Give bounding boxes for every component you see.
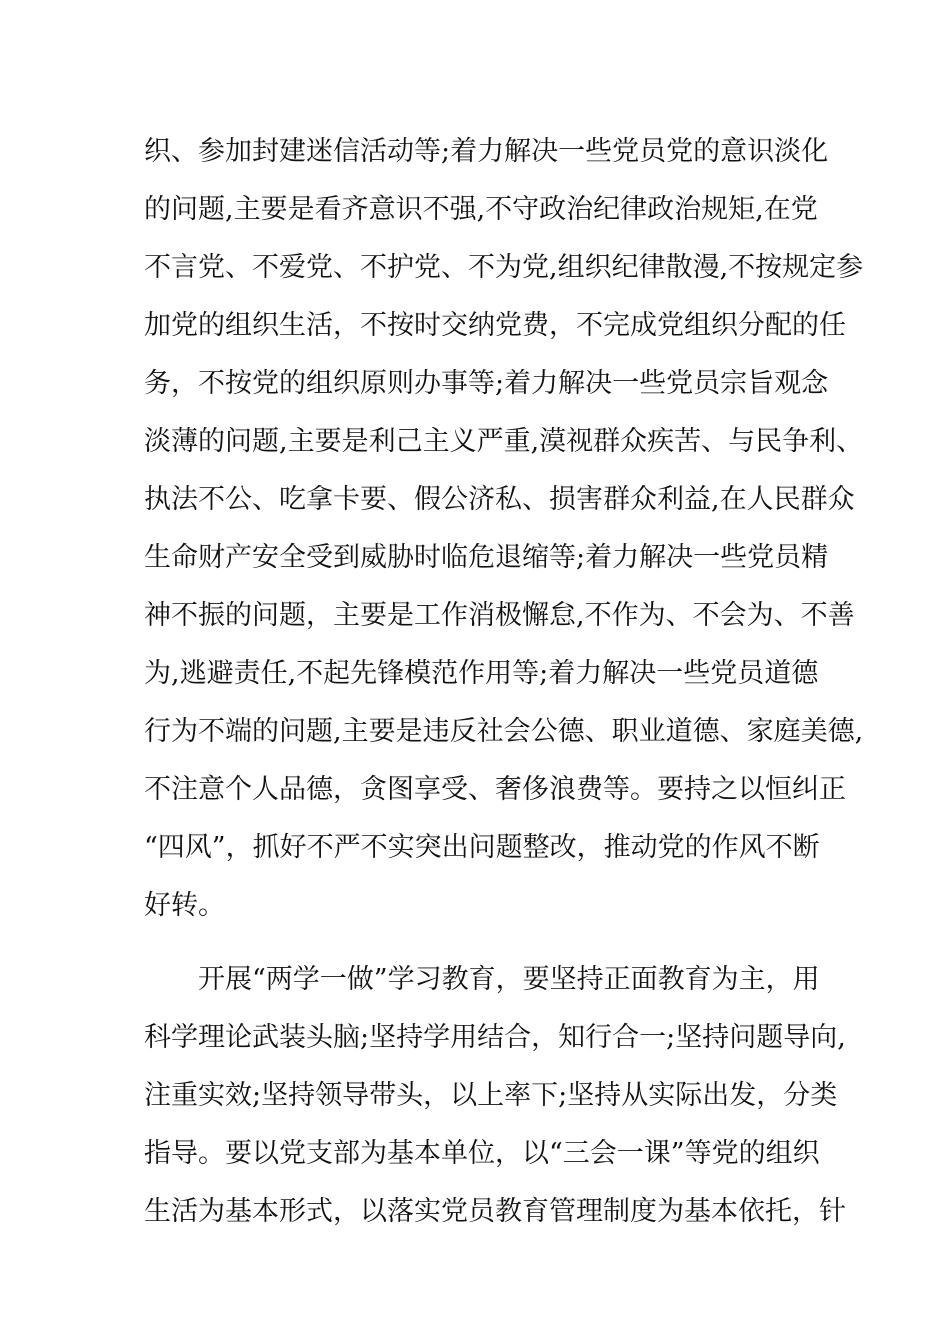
text-line: 加党的组织生活，不按时交纳党费，不完成党组织分配的任 (144, 310, 846, 341)
text-line: 好转。 (144, 890, 225, 921)
text-line: 为,逃避责任,不起先锋模范作用等;着力解决一些党员道德 (144, 658, 819, 689)
text-line: 开展“两学一做”学习教育，要坚持正面教育为主，用 (198, 964, 820, 995)
text-line: 生活为基本形式，以落实党员教育管理制度为基本依托，针 (144, 1196, 846, 1227)
text-line: 的问题,主要是看齐意识不强,不守政治纪律政治规矩,在党 (144, 194, 818, 225)
text-line: 指导。要以党支部为基本单位，以“三会一课”等党的组织 (144, 1138, 820, 1169)
text-line: 不注意个人品德，贪图享受、奢侈浪费等。要持之以恒纠正 (144, 774, 846, 805)
text-line: 淡薄的问题,主要是利己主义严重,漠视群众疾苦、与民争利、 (144, 426, 864, 457)
text-line: 神不振的问题，主要是工作消极懈怠,不作为、不会为、不善 (144, 600, 855, 631)
text-line: 行为不端的问题,主要是违反社会公德、职业道德、家庭美德, (144, 716, 864, 747)
text-line: “四风”，抓好不严不实突出问题整改，推动党的作风不断 (144, 832, 820, 863)
text-line: 务，不按党的组织原则办事等;着力解决一些党员宗旨观念 (144, 368, 829, 399)
text-line: 不言党、不爱党、不护党、不为党,组织纪律散漫,不按规定参 (144, 252, 864, 283)
text-line: 科学理论武装头脑;坚持学用结合，知行合一;坚持问题导向, (144, 1022, 846, 1053)
text-line: 注重实效;坚持领导带头，以上率下;坚持从实际出发，分类 (144, 1080, 838, 1111)
text-line: 生命财产安全受到威胁时临危退缩等;着力解决一些党员精 (144, 542, 829, 573)
text-line: 织、参加封建迷信活动等;着力解决一些党员党的意识淡化 (144, 136, 829, 167)
text-line: 执法不公、吃拿卡要、假公济私、损害群众利益,在人民群众 (144, 484, 855, 515)
